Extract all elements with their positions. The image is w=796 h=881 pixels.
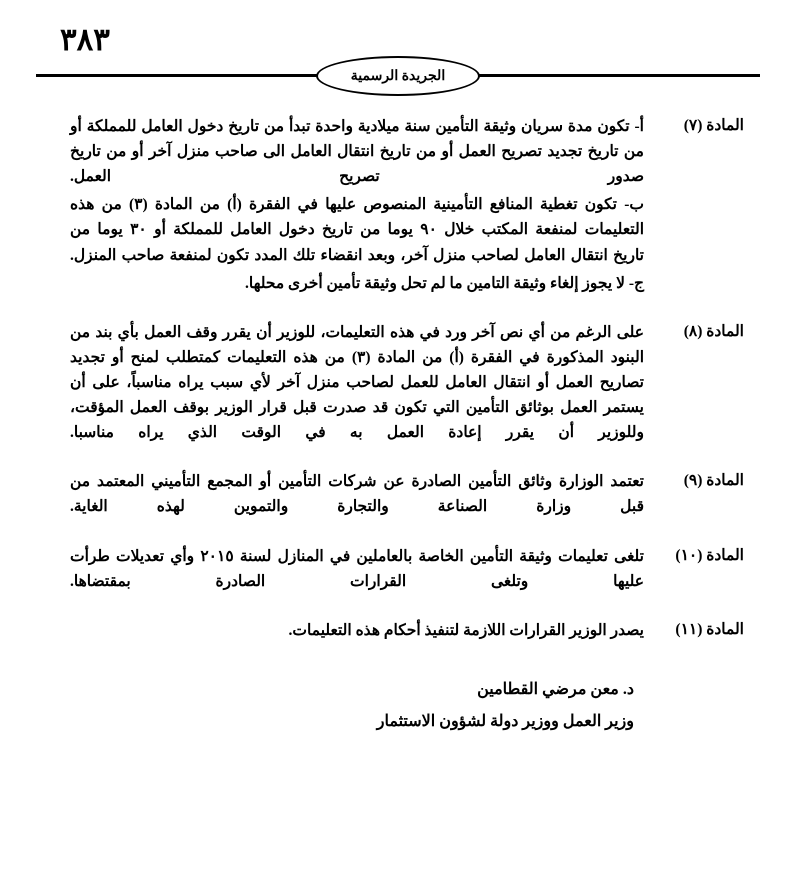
article-label: المادة (١٠) — [675, 546, 744, 564]
article-paragraph: على الرغم من أي نص آخر ورد في هذه التعليمات، للوزير أن يقرر وقف العمل بأي بند من البنود المذكورة في الفقرة (أ) من المادة (٣) من هذه التعليمات كمتطلب لمنح أو تجديد تصاريح العمل أو انتقال العامل للعمل لصاحب منزل آخر لأي سبب يراه مناسباً، على أن يستمر العمل بوثائق التأمين التي تكون قد صدرت قبل قرار الوزير بوقف العمل المؤقت، وللوزير أن يقرر إعادة العمل به في الوقت الذي يراه مناسبا. — [70, 323, 644, 442]
article-paragraph: تعتمد الوزارة وثائق التأمين الصادرة عن شركات التأمين أو المجمع التأميني المعتمد من قبل وزارة الصناعة والتجارة والتموين لهذه الغاية. — [70, 473, 644, 516]
article-paragraph: أ- تكون مدة سريان وثيقة التأمين سنة ميلادية واحدة تبدأ من تاريخ دخول العامل للمملكة أو من تاريخ تجديد تصريح العمل أو من تاريخ انتقال العامل الى صاحب منزل آخر أو من تاريخ صدور تصريح العمل. — [70, 118, 644, 186]
article-paragraph: ج- لا يجوز إلغاء وثيقة التامين ما لم تحل وثيقة تأمين أخرى محلها. — [245, 274, 644, 292]
article-text — [62, 114, 648, 298]
article-label: المادة (٩) — [683, 472, 744, 490]
article-text — [62, 618, 648, 645]
article-label: المادة (١١) — [675, 620, 744, 638]
signatory-title: وزير العمل ووزير دولة لشؤون الاستثمار — [376, 712, 634, 730]
signatory-name: د. معن مرضي القطامين — [477, 680, 634, 698]
article-label: المادة (٧) — [683, 117, 744, 134]
article-block — [62, 320, 744, 448]
article-text — [62, 469, 648, 521]
gazette-badge: الجريدة الرسمية — [316, 56, 480, 96]
article-paragraph: ب- تكون تغطية المنافع التأمينية المنصوص عليها في الفقرة (أ) من المادة (٣) من هذه التعليمات لمنفعة المكتب خلال ٩٠ يوما من تاريخ دخول العامل للمملكة أو ٣٠ يوما من تاريخ انتقال العامل لصاحب منزل آخر، وبعد انقضاء تلك المدد تكون لمنفعة صاحب المنزل. — [70, 196, 645, 264]
article-block — [62, 469, 744, 521]
article-block — [62, 544, 744, 596]
article-paragraph: يصدر الوزير القرارات اللازمة لتنفيذ أحكام هذه التعليمات. — [288, 621, 644, 639]
page-header — [0, 0, 796, 92]
article-block — [62, 114, 744, 298]
article-block — [62, 618, 744, 645]
article-label: المادة (٨) — [683, 322, 744, 340]
document-body — [0, 92, 796, 731]
signature-block — [62, 679, 744, 731]
page-number: ٣٨٣ — [60, 22, 110, 57]
article-text — [62, 544, 648, 596]
article-text — [62, 320, 648, 448]
article-paragraph: تلغى تعليمات وثيقة التأمين الخاصة بالعاملين في المنازل لسنة ٢٠١٥ وأي تعديلات طرأت عليها وتلغى القرارات الصادرة بمقتضاها. — [70, 547, 645, 590]
